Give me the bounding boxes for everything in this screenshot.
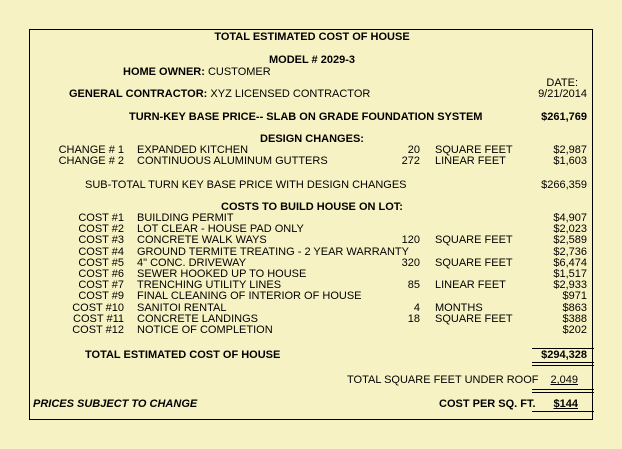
cost-sheet bbox=[29, 29, 593, 420]
row-description: LOT CLEAR - HOUSE PAD ONLY bbox=[137, 223, 304, 236]
row-description: TRENCHING UTILITY LINES bbox=[137, 279, 282, 292]
base-price-label: TURN-KEY BASE PRICE-- SLAB ON GRADE FOUNDATION SYSTEM bbox=[129, 111, 483, 123]
contractor-value: XYZ LICENSED CONTRACTOR bbox=[210, 88, 371, 100]
row-description: 4" CONC. DRIVEWAY bbox=[137, 256, 247, 269]
subtotal-value: $266,359 bbox=[541, 179, 587, 191]
sqft-value: 2,049 bbox=[550, 374, 578, 386]
row-amount: $2,933 bbox=[553, 279, 587, 292]
design-changes-heading: DESIGN CHANGES: bbox=[260, 133, 364, 145]
total-top-rule bbox=[532, 348, 594, 349]
lot-costs-heading: COSTS TO BUILD HOUSE ON LOT: bbox=[221, 201, 403, 213]
row-description: NOTICE OF COMPLETION bbox=[137, 324, 273, 336]
total-label: TOTAL ESTIMATED COST OF HOUSE bbox=[85, 349, 281, 361]
row-amount: $1,517 bbox=[553, 268, 587, 280]
sheet-title: TOTAL ESTIMATED COST OF HOUSE bbox=[214, 31, 410, 43]
total-value: $294,328 bbox=[541, 349, 587, 361]
row-amount: $2,736 bbox=[553, 245, 587, 258]
subtotal-label: SUB-TOTAL TURN KEY BASE PRICE WITH DESIGN CHANGES bbox=[85, 179, 407, 191]
row-quantity: 85 bbox=[407, 279, 420, 292]
row-code: COST #10 bbox=[72, 301, 124, 314]
row-code: COST #3 bbox=[78, 234, 124, 247]
contractor-label: GENERAL CONTRACTOR: bbox=[69, 88, 208, 100]
home-owner-label: HOME OWNER: bbox=[123, 66, 205, 78]
date-label: DATE: bbox=[546, 77, 578, 89]
row-code: CHANGE # 1 bbox=[58, 144, 124, 156]
row-code: COST #5 bbox=[78, 256, 124, 269]
row-description: SANITOI RENTAL bbox=[137, 301, 227, 314]
disclaimer: PRICES SUBJECT TO CHANGE bbox=[33, 398, 198, 410]
sqft-rule-1 bbox=[532, 389, 594, 390]
total-rule-1 bbox=[532, 362, 594, 363]
row-code: COST #12 bbox=[72, 324, 124, 336]
sqft-label: TOTAL SQUARE FEET UNDER ROOF bbox=[347, 374, 539, 386]
home-owner-row bbox=[123, 67, 271, 78]
row-description: EXPANDED KITCHEN bbox=[137, 144, 249, 156]
row-quantity: 120 bbox=[401, 234, 420, 247]
row-description: FINAL CLEANING OF INTERIOR OF HOUSE bbox=[137, 290, 362, 303]
row-unit: SQUARE FEET bbox=[435, 256, 513, 269]
row-amount: $2,987 bbox=[553, 144, 587, 156]
row-code: COST #7 bbox=[78, 279, 124, 292]
row-quantity: 320 bbox=[401, 256, 420, 269]
row-description: CONTINUOUS ALUMINUM GUTTERS bbox=[137, 155, 328, 167]
row-amount: $202 bbox=[562, 324, 587, 336]
row-description: GROUND TERMITE TREATING - 2 YEAR WARRANTY bbox=[137, 245, 409, 258]
row-code: CHANGE # 2 bbox=[58, 155, 124, 167]
cost-per-sqft-label: COST PER SQ. FT. bbox=[439, 398, 536, 410]
home-owner-value: CUSTOMER bbox=[207, 66, 271, 78]
row-amount: $971 bbox=[562, 290, 587, 303]
date-value: 9/21/2014 bbox=[538, 88, 587, 100]
row-unit: LINEAR FEET bbox=[435, 279, 506, 292]
row-description: BUILDING PERMIT bbox=[137, 212, 234, 224]
row-quantity: 272 bbox=[401, 155, 420, 167]
row-unit: SQUARE FEET bbox=[435, 234, 513, 247]
row-code: COST #6 bbox=[78, 268, 124, 280]
row-amount: $2,589 bbox=[553, 234, 587, 247]
row-amount: $2,023 bbox=[553, 223, 587, 236]
cost-per-sqft-rule bbox=[532, 411, 594, 412]
row-unit: MONTHS bbox=[435, 301, 483, 314]
row-code: COST #11 bbox=[73, 312, 124, 325]
row-description: CONCRETE WALK WAYS bbox=[137, 234, 267, 247]
row-quantity: 4 bbox=[413, 301, 420, 314]
total-rule-2 bbox=[532, 365, 594, 366]
contractor-row bbox=[69, 89, 370, 100]
row-code: COST #2 bbox=[78, 223, 124, 236]
row-amount: $6,474 bbox=[553, 256, 587, 269]
row-quantity: 20 bbox=[407, 144, 420, 156]
row-quantity: 18 bbox=[407, 312, 420, 325]
row-description: CONCRETE LANDINGS bbox=[137, 312, 259, 325]
row-code: COST #1 bbox=[78, 212, 124, 224]
row-code: COST #4 bbox=[78, 245, 124, 258]
row-unit: SQUARE FEET bbox=[435, 144, 513, 156]
row-amount: $388 bbox=[562, 312, 587, 325]
row-amount: $4,907 bbox=[553, 212, 587, 224]
row-amount: $863 bbox=[562, 301, 587, 314]
row-unit: SQUARE FEET bbox=[435, 312, 513, 325]
row-description: SEWER HOOKED UP TO HOUSE bbox=[137, 268, 307, 280]
sqft-rule-2 bbox=[532, 392, 594, 393]
model-number: MODEL # 2029-3 bbox=[268, 54, 355, 66]
row-unit: LINEAR FEET bbox=[435, 155, 506, 167]
base-price-value: $261,769 bbox=[541, 111, 587, 123]
cost-per-sqft-value: $144 bbox=[553, 398, 578, 410]
row-amount: $1,603 bbox=[553, 155, 587, 167]
row-code: COST #9 bbox=[78, 290, 124, 303]
